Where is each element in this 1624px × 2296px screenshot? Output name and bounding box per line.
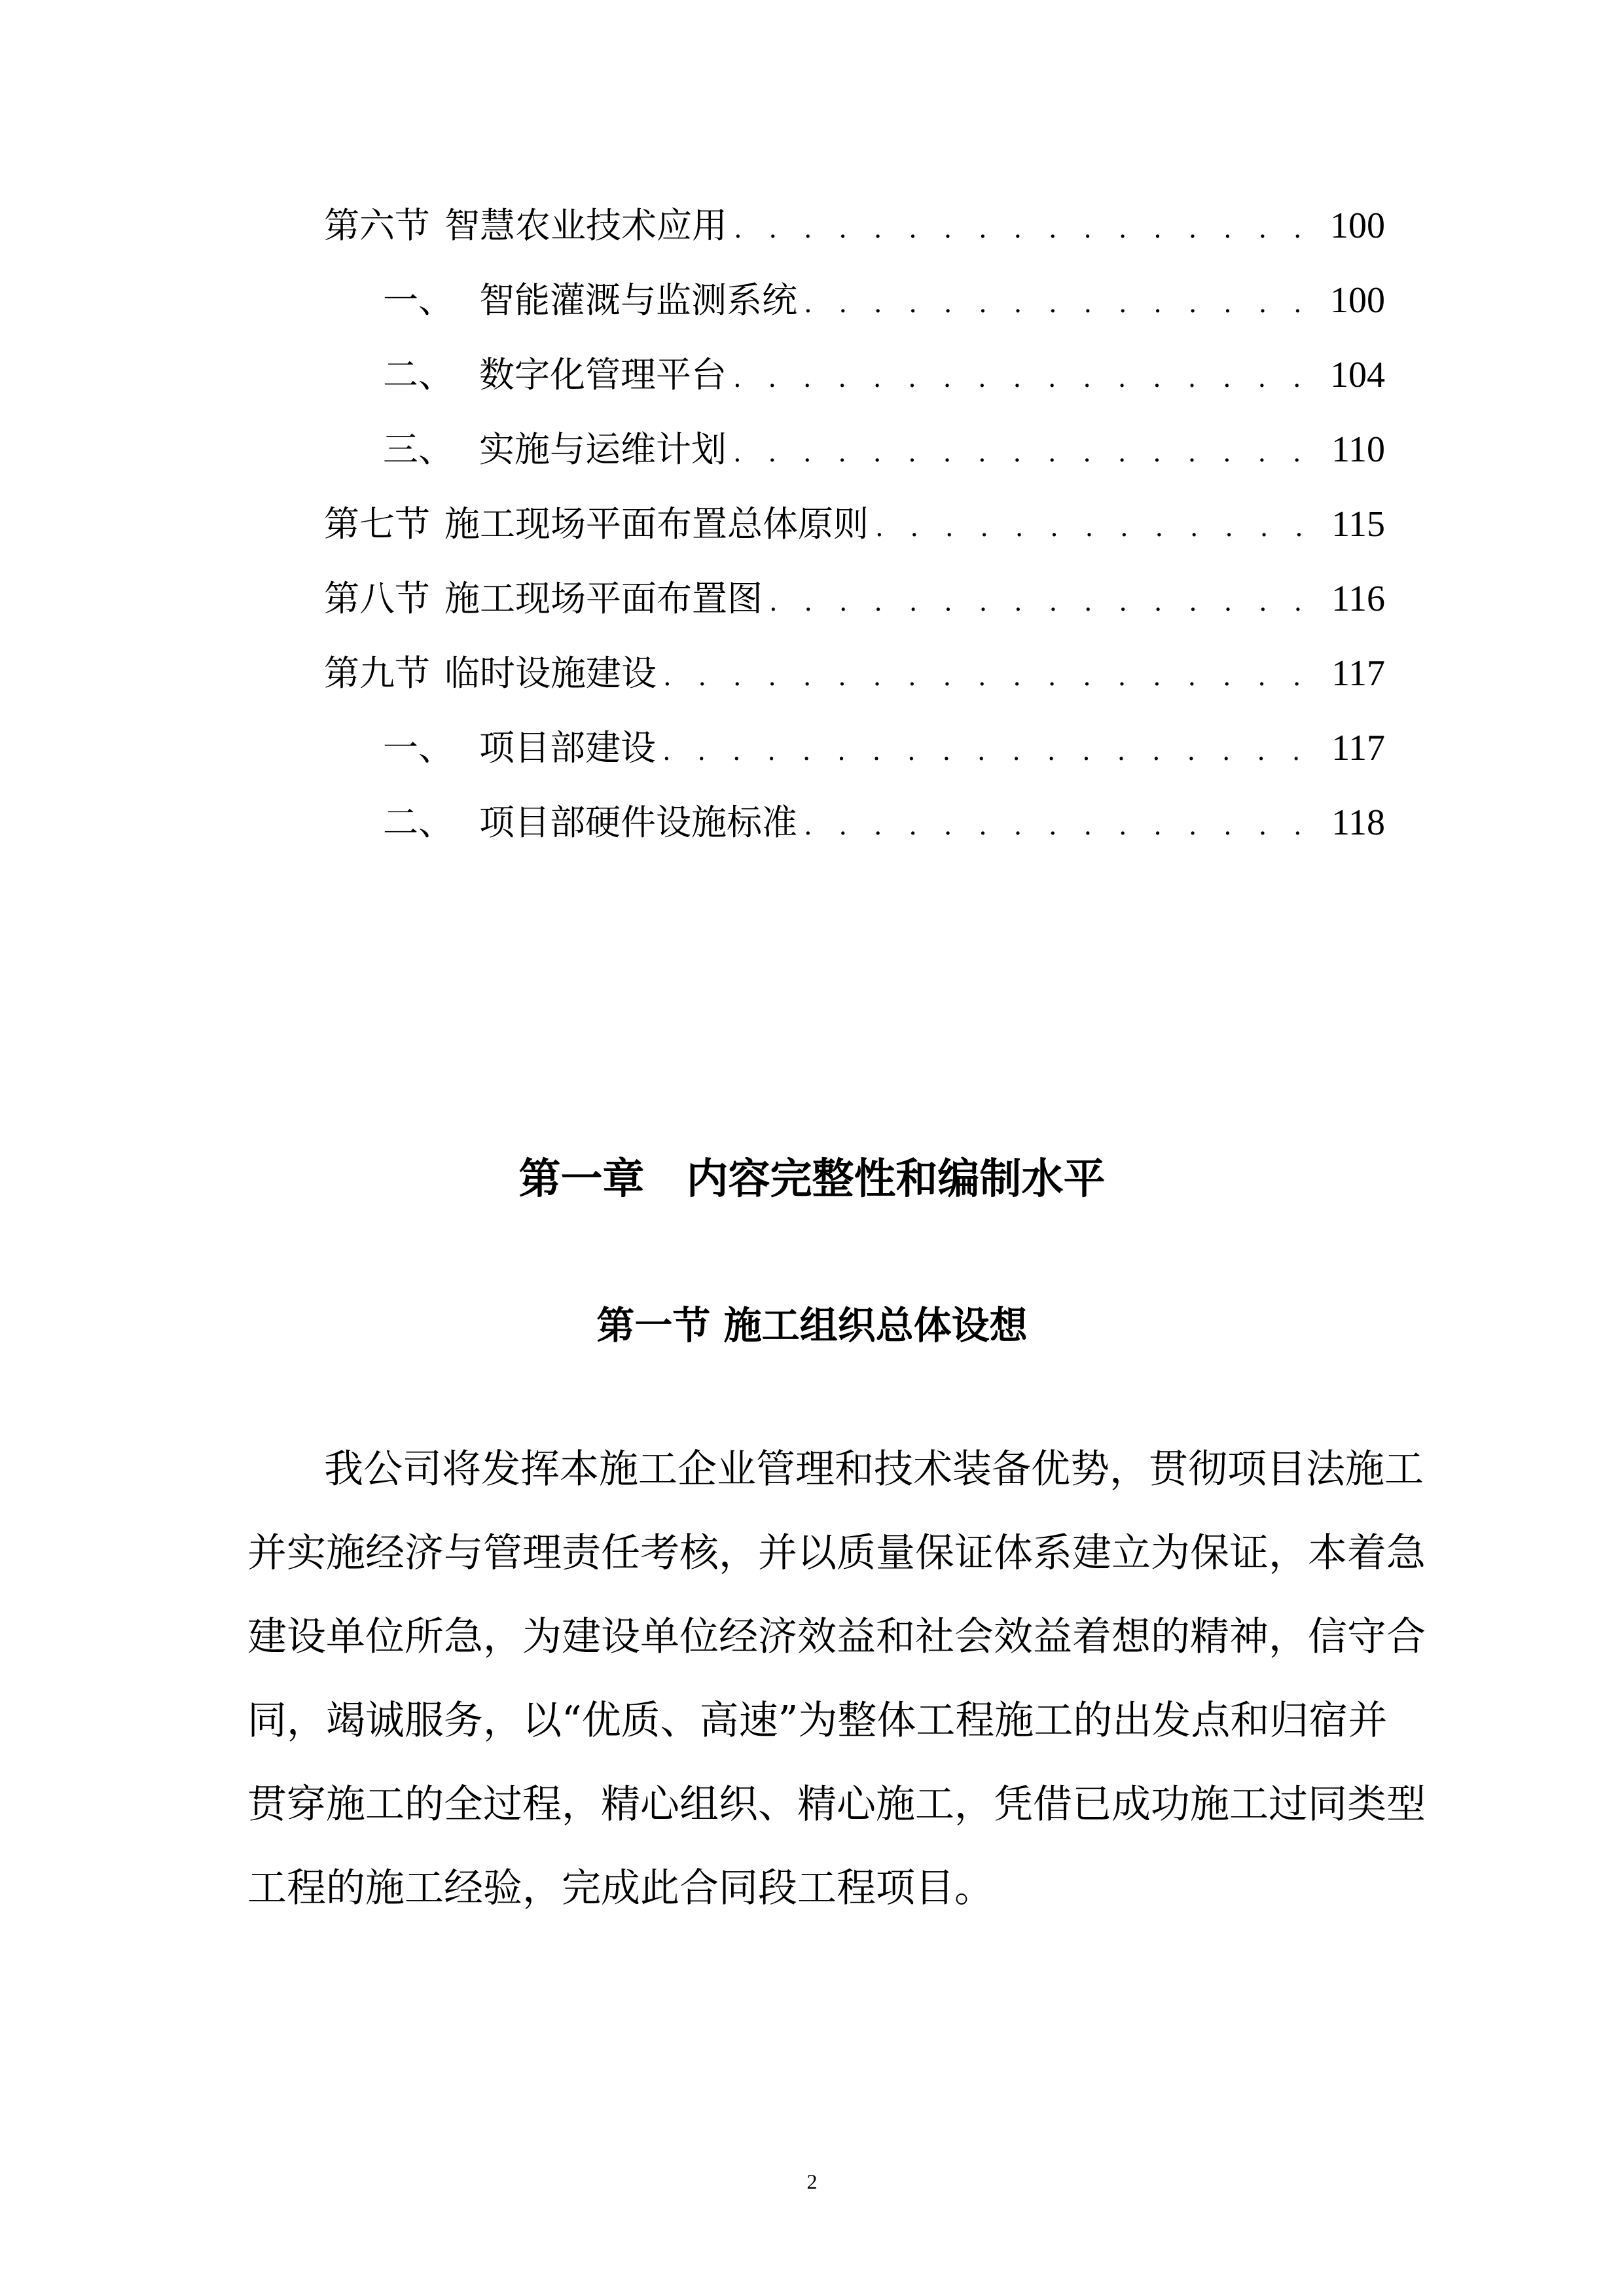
toc-entry-title: 智慧农业技术应用 bbox=[444, 205, 727, 246]
toc-entry-number: 一、 bbox=[383, 727, 454, 768]
toc-entry-title: 项目部硬件设施标准 bbox=[479, 802, 797, 843]
section-title: 第一节 施工组织总体设想 bbox=[596, 1303, 1028, 1348]
toc-entry[interactable] bbox=[324, 203, 1385, 278]
page-number: 2 bbox=[806, 2170, 818, 2193]
toc-entry-title: 临时设施建设 bbox=[444, 653, 657, 694]
toc-entry-title: 施工现场平面布置总体原则 bbox=[444, 503, 869, 545]
toc-entry[interactable] bbox=[324, 576, 1385, 651]
paragraph-line: 建设单位所急，为建设单位经济效益和社会效益着想的精神，信守合 bbox=[247, 1614, 1426, 1660]
toc-entry-number: 二、 bbox=[383, 354, 454, 395]
toc-entry-title: 数字化管理平台 bbox=[479, 354, 727, 395]
toc-entry[interactable] bbox=[324, 278, 1385, 352]
dot-leader bbox=[662, 728, 1325, 774]
paragraph-line: 工程的施工经验，完成此合同段工程项目。 bbox=[247, 1865, 994, 1911]
dot-leader bbox=[733, 355, 1324, 401]
toc-entry-number: 一、 bbox=[383, 279, 454, 321]
dot-leader bbox=[875, 505, 1325, 550]
toc-entry-page: 118 bbox=[1331, 802, 1385, 843]
dot-leader bbox=[804, 281, 1324, 327]
toc-entry-page: 117 bbox=[1331, 728, 1385, 768]
toc-entry[interactable] bbox=[324, 725, 1385, 800]
toc-entry-page: 110 bbox=[1331, 429, 1385, 470]
dot-leader bbox=[804, 803, 1325, 849]
toc-entry[interactable] bbox=[324, 427, 1385, 501]
toc-entry[interactable] bbox=[324, 352, 1385, 427]
toc-entry-number: 第八节 bbox=[324, 578, 430, 619]
paragraph-line: 我公司将发挥本施工企业管理和技术装备优势，贯彻项目法施工 bbox=[324, 1446, 1424, 1492]
toc-entry[interactable] bbox=[324, 800, 1385, 874]
paragraph-line: 贯穿施工的全过程，精心组织、精心施工，凭借已成功施工过同类型 bbox=[247, 1782, 1426, 1827]
dot-leader bbox=[769, 579, 1325, 625]
toc-entry-title: 智能灌溉与监测系统 bbox=[479, 279, 797, 321]
toc-entry-page: 116 bbox=[1331, 579, 1385, 619]
toc-entry-page: 104 bbox=[1330, 355, 1385, 395]
table-of-contents bbox=[324, 203, 1385, 874]
toc-entry-number: 二、 bbox=[383, 802, 454, 843]
toc-entry-number: 第九节 bbox=[324, 653, 430, 694]
toc-entry-page: 117 bbox=[1331, 653, 1385, 694]
dot-leader bbox=[734, 206, 1324, 252]
toc-entry-number: 第七节 bbox=[324, 503, 430, 545]
toc-entry-number: 三、 bbox=[383, 429, 454, 470]
toc-entry[interactable] bbox=[324, 501, 1385, 576]
dot-leader bbox=[663, 654, 1325, 700]
toc-entry-title: 项目部建设 bbox=[479, 727, 656, 768]
toc-entry-page: 100 bbox=[1330, 206, 1385, 246]
toc-entry-page: 115 bbox=[1331, 504, 1385, 545]
paragraph-line: 同，竭诚服务，以“优质、高速”为整体工程施工的出发点和归宿并 bbox=[247, 1698, 1388, 1744]
chapter-title: 第一章 内容完整性和编制水平 bbox=[518, 1155, 1106, 1204]
paragraph-line: 并实施经济与管理责任考核，并以质量保证体系建立为保证，本着急 bbox=[247, 1530, 1426, 1576]
toc-entry-page: 100 bbox=[1330, 280, 1385, 321]
dot-leader bbox=[733, 430, 1325, 476]
toc-entry-number: 第六节 bbox=[324, 205, 430, 246]
body-paragraph bbox=[247, 1443, 1426, 1946]
toc-entry[interactable] bbox=[324, 651, 1385, 725]
toc-entry-title: 施工现场平面布置图 bbox=[444, 578, 763, 619]
toc-entry-title: 实施与运维计划 bbox=[479, 429, 727, 470]
